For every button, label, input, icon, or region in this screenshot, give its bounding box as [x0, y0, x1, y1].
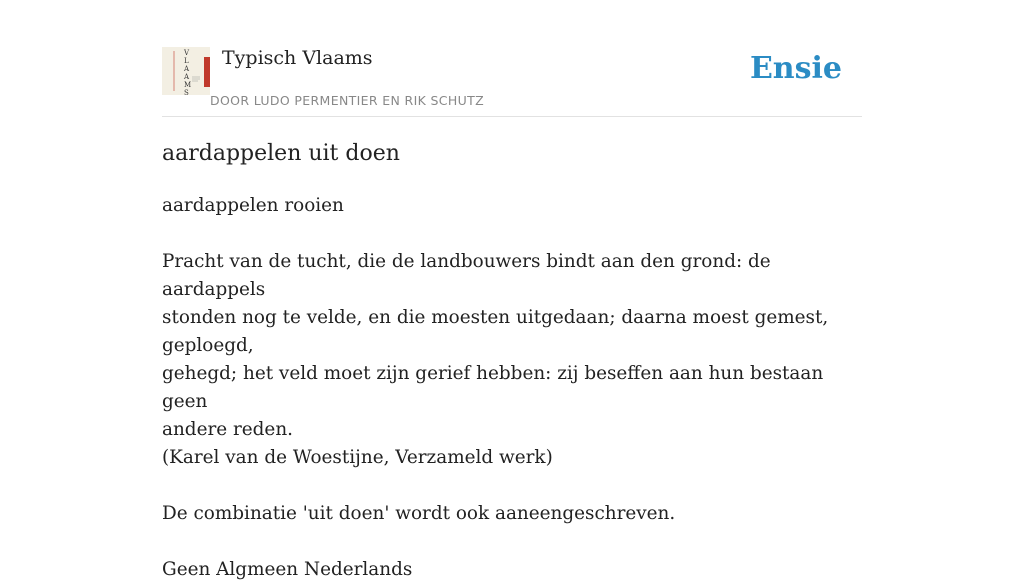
spacer — [162, 220, 867, 248]
entry-note: De combinatie 'uit doen' wordt ook aaneengeschreven. — [162, 503, 676, 524]
logo-letter-6: S — [184, 89, 189, 97]
book-cover-logo[interactable] — [162, 47, 210, 95]
entry-definition: aardappelen rooien — [162, 195, 344, 216]
quote-source: (Karel van de Woestijne, Verzameld werk) — [162, 447, 553, 468]
ensie-logo-link[interactable]: Ensie — [749, 51, 842, 86]
logo-letter-3: A — [184, 65, 190, 73]
entry-headword: aardappelen uit doen — [162, 141, 400, 166]
entry-usage-label: Geen Algmeen Nederlands — [162, 559, 413, 580]
header — [162, 0, 862, 117]
book-cover-icon — [162, 47, 210, 95]
book-authors: DOOR LUDO PERMENTIER EN RIK SCHUTZ — [210, 93, 484, 108]
logo-letter-1: V — [184, 49, 190, 57]
quote-line: Pracht van de tucht, die de landbouwers bindt aan den grond: de aardappels — [162, 251, 771, 300]
page-container — [162, 0, 862, 580]
logo-letter-5: M — [184, 81, 192, 89]
logo-letter-2: L — [184, 57, 189, 65]
logo-letter-4: A — [184, 73, 190, 81]
spacer — [162, 472, 867, 500]
entry-content — [162, 192, 867, 584]
quote-line: andere reden. — [162, 419, 294, 440]
book-title[interactable]: Typisch Vlaams — [222, 47, 373, 69]
quote-line: gehegd; het veld moet zijn gerief hebben: zij beseffen aan hun bestaan geen — [162, 363, 824, 412]
quote-line: stonden nog te velde, en die moesten uitgedaan; daarna moest gemest, geploegd, — [162, 307, 829, 356]
spacer — [162, 528, 867, 556]
